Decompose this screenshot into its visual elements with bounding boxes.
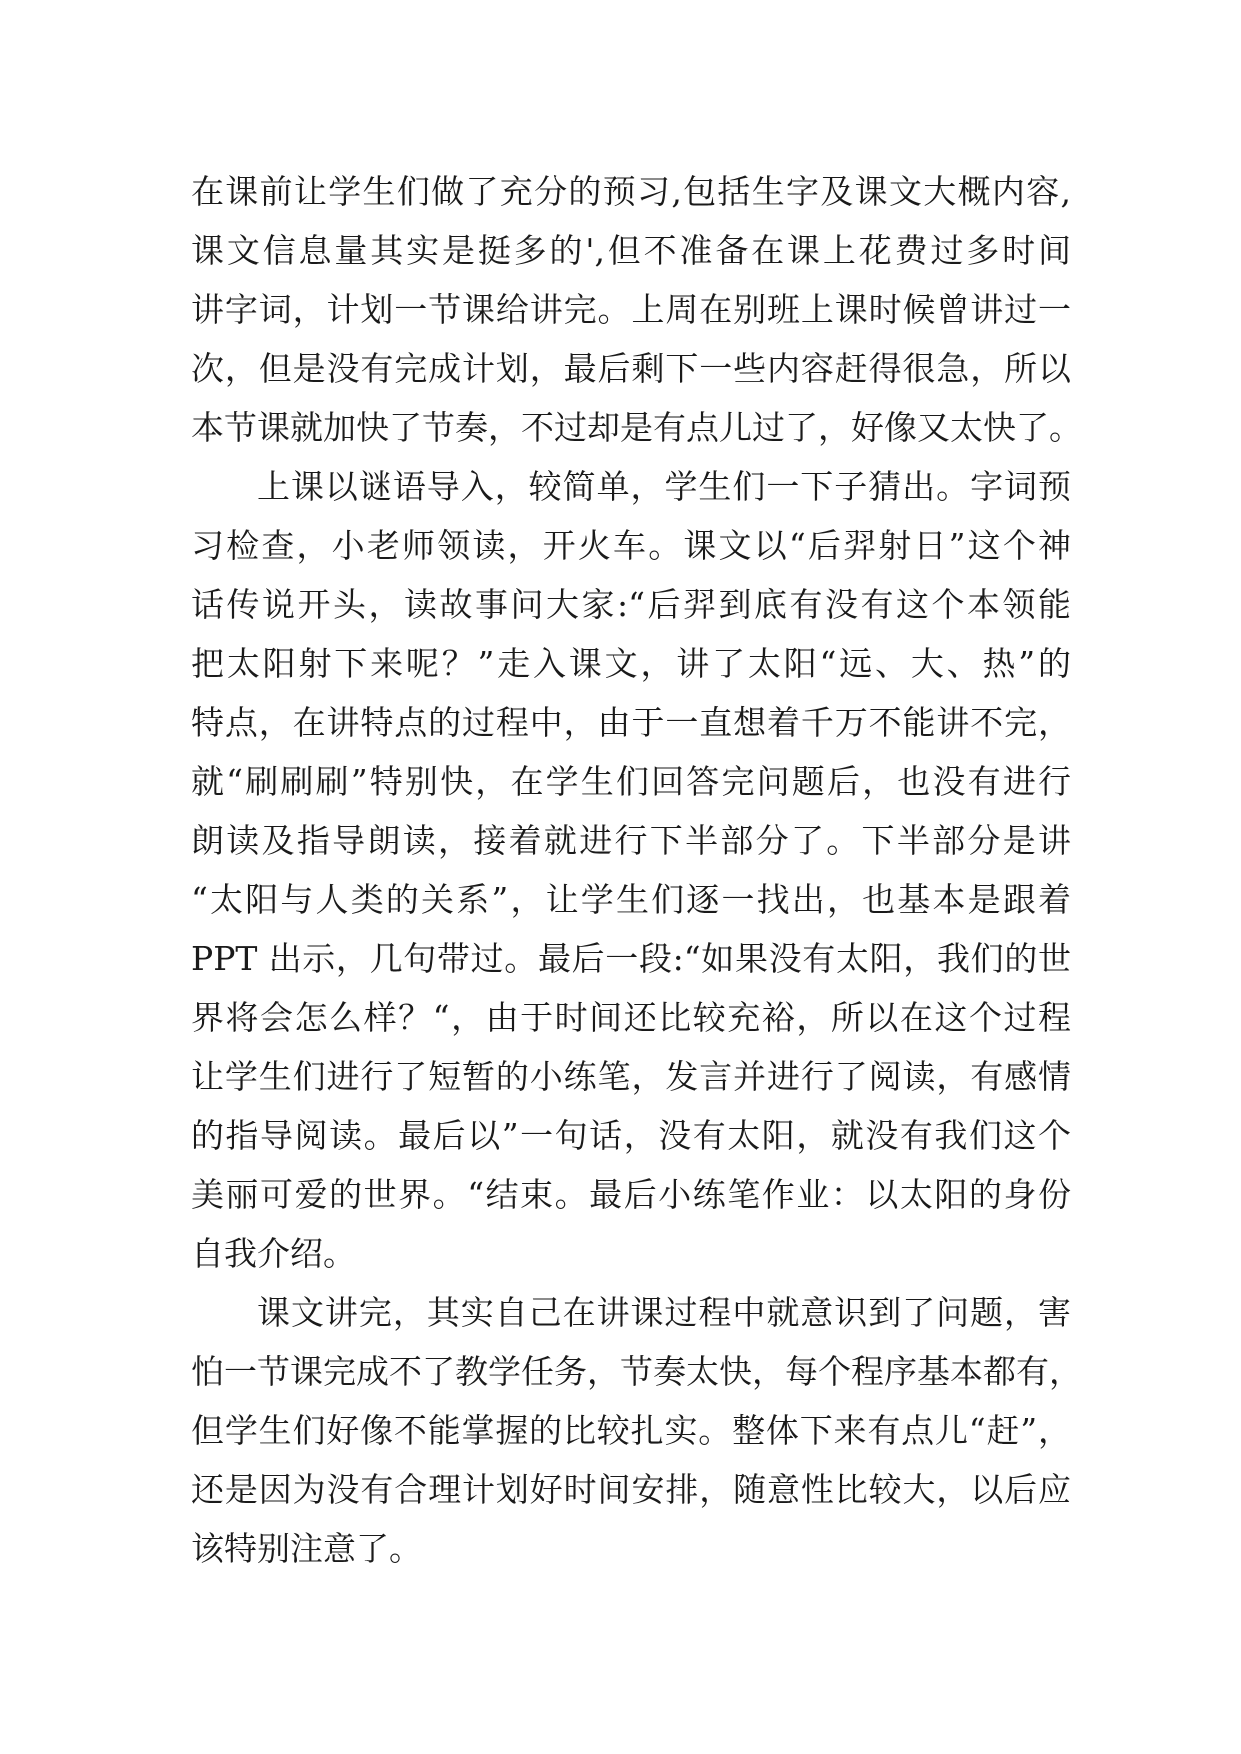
text-line: 本节课就加快了节奏，不过却是有点儿过了，好像又太快了。 <box>191 408 1082 447</box>
text-line: 界将会怎么样？“，由于时间还比较充裕，所以在这个过程 <box>191 998 1071 1037</box>
text-line: 朗读及指导朗读，接着就进行下半部分了。下半部分是讲 <box>191 821 1071 860</box>
text-line: 课文信息量其实是挺多的',但不准备在课上花费过多时间 <box>191 231 1071 270</box>
text-line: 就“刷刷刷”特别快，在学生们回答完问题后，也没有进行 <box>191 762 1071 801</box>
paragraph-2 <box>191 457 1071 1283</box>
text-line: 习检查，小老师领读，开火车。课文以“后羿射日”这个神 <box>191 526 1071 565</box>
text-line: 但学生们好像不能掌握的比较扎实。整体下来有点儿“赶”， <box>191 1411 1071 1450</box>
paragraph-1 <box>191 162 1082 457</box>
text-line: 次，但是没有完成计划，最后剩下一些内容赶得很急，所以 <box>191 349 1071 388</box>
text-line: 怕一节课完成不了教学任务，节奏太快，每个程序基本都有， <box>191 1352 1082 1391</box>
text-line: 美丽可爱的世界。“结束。最后小练笔作业：以太阳的身份 <box>191 1175 1071 1214</box>
document-body <box>191 162 1082 1578</box>
text-line: 还是因为没有合理计划好时间安排，随意性比较大，以后应 <box>191 1470 1071 1509</box>
text-line: 特点，在讲特点的过程中，由于一直想着千万不能讲不完， <box>191 703 1071 742</box>
text-line: 上课以谜语导入，较简单，学生们一下子猜出。字词预 <box>257 467 1071 506</box>
text-line: 话传说开头，读故事问大家:“后羿到底有没有这个本领能 <box>191 585 1071 624</box>
text-line: 让学生们进行了短暂的小练笔，发言并进行了阅读，有感情 <box>191 1057 1071 1096</box>
text-line: 讲字词，计划一节课给讲完。上周在别班上课时候曾讲过一 <box>191 290 1071 329</box>
text-line: 课文讲完，其实自己在讲课过程中就意识到了问题，害 <box>257 1293 1071 1332</box>
text-line: 自我介绍。 <box>191 1234 356 1273</box>
text-line: 该特别注意了。 <box>191 1529 422 1568</box>
text-line: 把太阳射下来呢？”走入课文，讲了太阳“远、大、热”的 <box>191 644 1071 683</box>
text-line: PPT 出示，几句带过。最后一段:“如果没有太阳，我们的世 <box>191 939 1071 978</box>
paragraph-3 <box>191 1283 1082 1578</box>
text-line: “太阳与人类的关系”，让学生们逐一找出，也基本是跟着 <box>191 880 1071 919</box>
text-line: 在课前让学生们做了充分的预习,包括生字及课文大概内容, <box>191 172 1071 211</box>
text-line: 的指导阅读。最后以”一句话，没有太阳，就没有我们这个 <box>191 1116 1071 1155</box>
